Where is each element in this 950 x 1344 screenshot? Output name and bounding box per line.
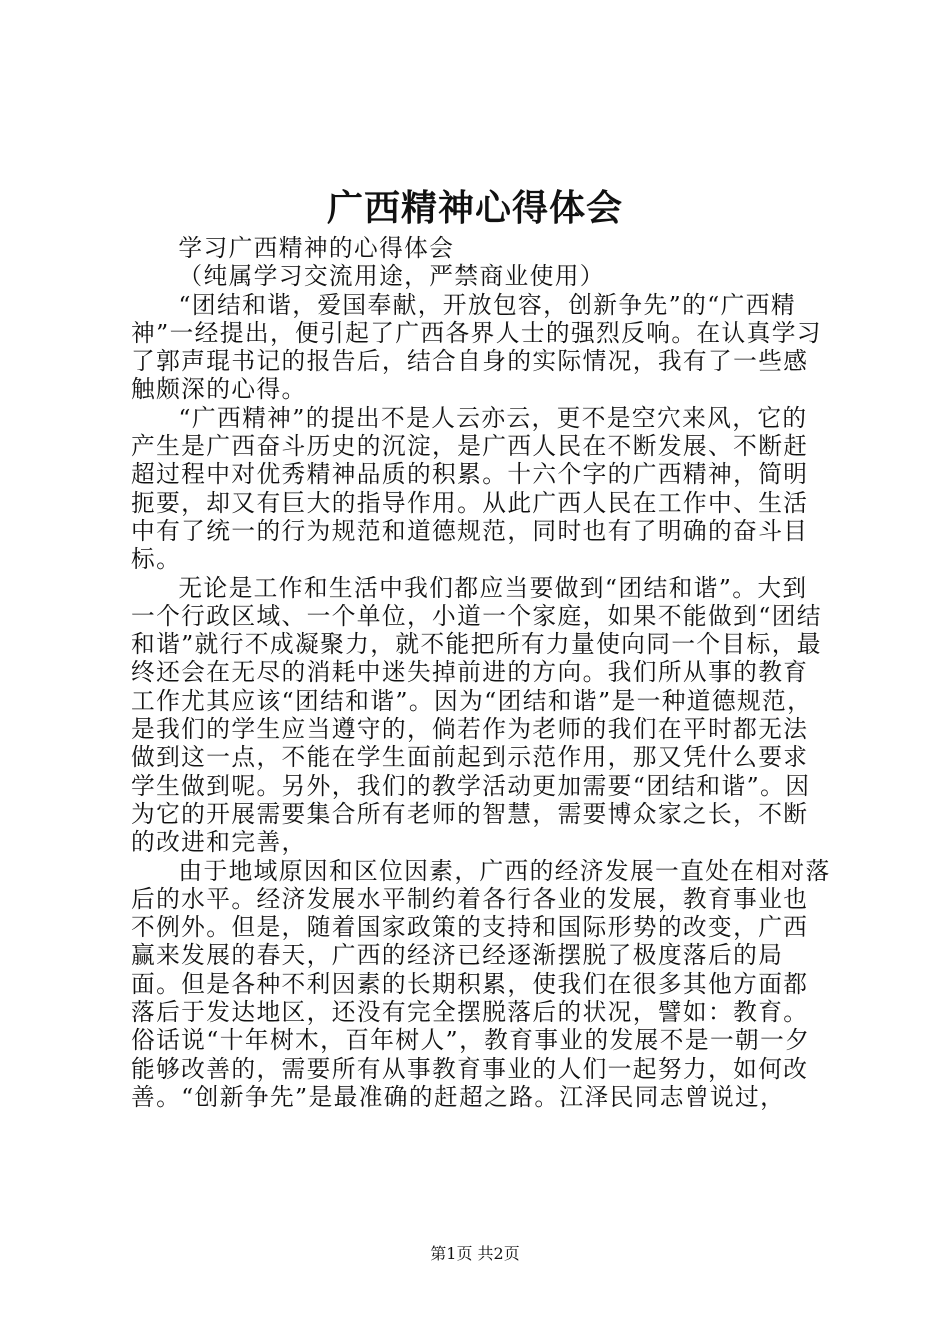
paragraph-2: “广西精神”的提出不是人云亦云，更不是空穴来风，它的产生是广西奋斗历史的沉淀，是广西人民在不断发展、不断赶超过程中对优秀精神品质的积累。十六个字的广西精神，简明扼要，却又有巨大的指导作用。从此广西人民在工作中、生活中有了统一的行为规范和道德规范，同时也有了明确的奋斗目标。 (131, 403, 809, 574)
document-body (131, 234, 831, 1111)
document-title: 广西精神心得体会 (326, 187, 623, 229)
page-number: 第1页 共2页 (430, 1244, 520, 1263)
paragraph-4: 由于地域原因和区位因素，广西的经济发展一直处在相对落后的水平。经济发展水平制约着各行各业的发展，教育事业也不例外。但是，随着国家政策的支持和国际形势的改变，广西赢来发展的春天，广西的经济已经逐渐摆脱了极度落后的局面。但是各种不利因素的长期积累，使我们在很多其他方面都落后于发达地区，还没有完全摆脱落后的状况，譬如：教育。俗话说“十年树木，百年树人”，教育事业的发展不是一朝一夕能够改善的，需要所有从事教育事业的人们一起努力，如何改善。“创新争先”是最准确的赶超之路。江泽民同志曾说过， (131, 856, 831, 1111)
document-subtitle: 学习广西精神的心得体会 (178, 234, 455, 262)
paragraph-3: 无论是工作和生活中我们都应当要做到“团结和谐”。大到一个行政区域、一个单位，小道一个家庭，如果不能做到“团结和谐”就行不成凝聚力，就不能把所有力量使向同一个目标，最终还会在无尽的消耗中迷失掉前进的方向。我们所从事的教育工作尤其应该“团结和谐”。因为“团结和谐”是一种道德规范，是我们的学生应当遵守的，倘若作为老师的我们在平时都无法做到这一点，不能在学生面前起到示范作用，那又凭什么要求学生做到呢。另外，我们的教学活动更加需要“团结和谐”。因为它的开展需要集合所有老师的智慧，需要博众家之长，不断的改进和完善， (131, 573, 822, 857)
paragraph-1: “团结和谐，爱国奉献，开放包容，创新争先”的“广西精神”一经提出，便引起了广西各界人士的强烈反响。在认真学习了郭声琨书记的报告后，结合自身的实际情况，我有了一些感触颇深的心得。 (131, 290, 822, 404)
usage-note: （纯属学习交流用途，严禁商业使用） (178, 262, 605, 291)
